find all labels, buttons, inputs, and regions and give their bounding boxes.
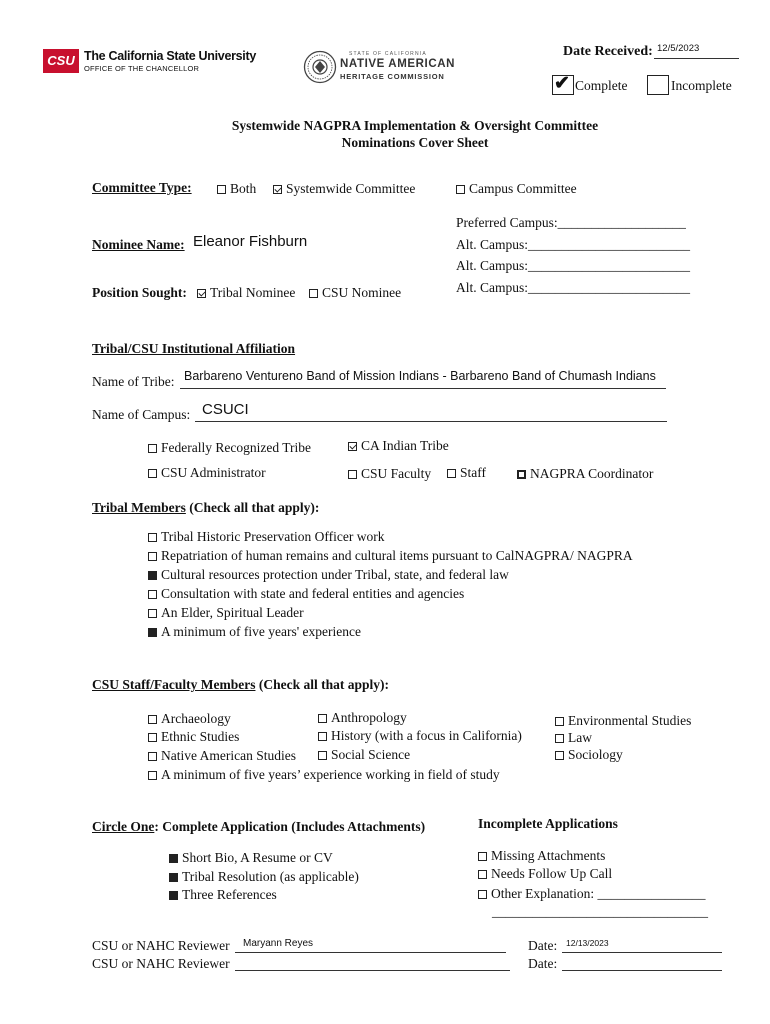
nagpra-coordinator-option[interactable]: NAGPRA Coordinator bbox=[517, 466, 653, 482]
checkbox[interactable] bbox=[447, 469, 456, 478]
federally-recognized-option[interactable]: Federally Recognized Tribe bbox=[148, 440, 311, 456]
checkbox-filled[interactable] bbox=[148, 571, 157, 580]
checkbox-checked[interactable] bbox=[197, 289, 206, 298]
csu-administrator-option[interactable]: CSU Administrator bbox=[148, 465, 266, 481]
affiliation-heading: Tribal/CSU Institutional Affiliation bbox=[92, 341, 296, 356]
nominee-name-field[interactable]: Eleanor Fishburn bbox=[193, 233, 308, 250]
checkbox[interactable] bbox=[148, 715, 157, 724]
field-history-option[interactable]: History (with a focus in California) bbox=[318, 728, 522, 744]
incomplete-checkbox[interactable] bbox=[647, 75, 669, 95]
incomplete-label: Incomplete bbox=[671, 78, 732, 93]
reviewer-date-2[interactable] bbox=[562, 970, 722, 971]
check-mark-icon: ✔ bbox=[554, 73, 570, 94]
committee-both-option[interactable]: Both bbox=[217, 181, 256, 197]
campus-name-field[interactable]: CSUCI bbox=[202, 401, 249, 418]
alt-campus-field-3[interactable]: Alt. Campus:________________________ bbox=[456, 280, 691, 295]
nahc-line2: HERITAGE COMMISSION bbox=[340, 72, 445, 81]
field-five-years-option[interactable]: A minimum of five years’ experience working in field of study bbox=[148, 767, 500, 783]
checkbox[interactable] bbox=[148, 552, 157, 561]
checkbox[interactable] bbox=[318, 732, 327, 741]
incomplete-applications-heading: Incomplete Applications bbox=[478, 816, 618, 831]
form-title: Systemwide NAGPRA Implementation & Oversight Committee bbox=[231, 118, 599, 133]
checkbox[interactable] bbox=[478, 852, 487, 861]
reviewer-name-2[interactable] bbox=[235, 970, 510, 971]
field-native-american-option[interactable]: Native American Studies bbox=[148, 748, 296, 764]
checkbox-filled[interactable] bbox=[517, 470, 526, 479]
checkbox[interactable] bbox=[148, 590, 157, 599]
checkbox[interactable] bbox=[148, 752, 157, 761]
checkbox[interactable] bbox=[456, 185, 465, 194]
circle-one-heading: Circle One: Complete Application (Includes Attachments) bbox=[92, 819, 426, 834]
date-received-label: Date Received: bbox=[563, 44, 653, 59]
tribal-item-five-years[interactable]: A minimum of five years' experience bbox=[148, 624, 361, 640]
complete-references-option[interactable]: Three References bbox=[169, 887, 277, 903]
csu-logo-mark: CSU bbox=[43, 49, 79, 73]
incomplete-followup-option[interactable]: Needs Follow Up Call bbox=[478, 866, 612, 882]
csu-faculty-option[interactable]: CSU Faculty bbox=[348, 466, 431, 482]
checkbox-filled[interactable] bbox=[169, 891, 178, 900]
csu-office: OFFICE OF THE CHANCELLOR bbox=[84, 64, 200, 73]
tribal-item-repatriation[interactable]: Repatriation of human remains and cultural items pursuant to CalNAGPRA/ NAGPRA bbox=[148, 548, 633, 564]
checkbox-filled[interactable] bbox=[169, 854, 178, 863]
nahc-seal-icon bbox=[303, 50, 337, 84]
checkbox[interactable] bbox=[148, 533, 157, 542]
nahc-top: STATE OF CALIFORNIA bbox=[349, 51, 427, 57]
staff-faculty-heading: CSU Staff/Faculty Members (Check all that apply): bbox=[92, 677, 389, 692]
checkbox-filled[interactable] bbox=[169, 873, 178, 882]
alt-campus-field-1[interactable]: Alt. Campus:________________________ bbox=[456, 237, 691, 252]
tribal-item-consultation[interactable]: Consultation with state and federal entities and agencies bbox=[148, 586, 464, 602]
checkbox[interactable] bbox=[148, 771, 157, 780]
position-sought-label: Position Sought: bbox=[92, 285, 187, 300]
tribe-name-label: Name of Tribe: bbox=[92, 374, 175, 389]
incomplete-missing-option[interactable]: Missing Attachments bbox=[478, 848, 605, 864]
checkbox-filled[interactable] bbox=[148, 628, 157, 637]
checkbox[interactable] bbox=[555, 751, 564, 760]
checkbox[interactable] bbox=[148, 444, 157, 453]
date-received-value[interactable]: 12/5/2023 bbox=[657, 43, 700, 54]
checkbox[interactable] bbox=[478, 890, 487, 899]
tribe-name-field[interactable]: Barbareno Ventureno Band of Mission Indians - Barbareno Band of Chumash Indians bbox=[184, 369, 656, 383]
nahc-line1: NATIVE AMERICAN bbox=[340, 58, 456, 70]
campus-name-label: Name of Campus: bbox=[92, 407, 191, 422]
tribal-members-heading: Tribal Members (Check all that apply): bbox=[92, 500, 320, 515]
field-ethnic-studies-option[interactable]: Ethnic Studies bbox=[148, 729, 239, 745]
checkbox[interactable] bbox=[217, 185, 226, 194]
checkbox[interactable] bbox=[148, 609, 157, 618]
tribal-item-thpo[interactable]: Tribal Historic Preservation Officer work bbox=[148, 529, 384, 545]
field-environmental-option[interactable]: Environmental Studies bbox=[555, 713, 691, 729]
checkbox[interactable] bbox=[555, 734, 564, 743]
reviewer-date-1[interactable]: 12/13/2023 bbox=[566, 938, 609, 948]
ca-indian-tribe-option[interactable]: CA Indian Tribe bbox=[348, 438, 449, 454]
checkbox-checked[interactable] bbox=[273, 185, 282, 194]
reviewer-date-label-1: Date: bbox=[528, 938, 558, 953]
reviewer-label-1: CSU or NAHC Reviewer bbox=[92, 938, 230, 953]
alt-campus-field-2[interactable]: Alt. Campus:________________________ bbox=[456, 258, 691, 273]
complete-checkbox[interactable] bbox=[552, 75, 574, 95]
staff-option[interactable]: Staff bbox=[447, 465, 486, 481]
checkbox[interactable] bbox=[148, 469, 157, 478]
checkbox-checked[interactable] bbox=[348, 442, 357, 451]
checkbox[interactable] bbox=[309, 289, 318, 298]
csu-name: The California State University bbox=[84, 49, 256, 63]
field-sociology-option[interactable]: Sociology bbox=[555, 747, 623, 763]
reviewer-name-1[interactable]: Maryann Reyes bbox=[243, 938, 314, 949]
reviewer-label-2: CSU or NAHC Reviewer bbox=[92, 956, 230, 971]
field-anthropology-option[interactable]: Anthropology bbox=[318, 710, 407, 726]
nominee-name-label: Nominee Name: bbox=[92, 237, 185, 252]
checkbox[interactable] bbox=[348, 470, 357, 479]
field-law-option[interactable]: Law bbox=[555, 730, 592, 746]
incomplete-other-option[interactable]: Other Explanation: ________________ bbox=[478, 886, 705, 902]
checkbox[interactable] bbox=[318, 751, 327, 760]
tribal-item-cultural-resources[interactable]: Cultural resources protection under Tribal, state, and federal law bbox=[148, 567, 509, 583]
field-social-science-option[interactable]: Social Science bbox=[318, 747, 410, 763]
tribal-item-elder[interactable]: An Elder, Spiritual Leader bbox=[148, 605, 304, 621]
checkbox[interactable] bbox=[318, 714, 327, 723]
committee-systemwide-option[interactable]: Systemwide Committee bbox=[273, 181, 415, 197]
preferred-campus-field[interactable]: Preferred Campus:___________________ bbox=[456, 215, 686, 230]
form-subtitle: Nominations Cover Sheet bbox=[341, 135, 489, 150]
checkbox[interactable] bbox=[555, 717, 564, 726]
committee-type-label: Committee Type: bbox=[92, 180, 192, 195]
complete-bio-option[interactable]: Short Bio, A Resume or CV bbox=[169, 850, 333, 866]
reviewer-date-label-2: Date: bbox=[528, 956, 558, 971]
checkbox[interactable] bbox=[478, 870, 487, 879]
other-explanation-line[interactable]: ________________________________ bbox=[492, 904, 708, 919]
checkbox[interactable] bbox=[148, 733, 157, 742]
complete-label: Complete bbox=[575, 78, 628, 93]
complete-resolution-option[interactable]: Tribal Resolution (as applicable) bbox=[169, 869, 359, 885]
position-tribal-option[interactable]: Tribal Nominee bbox=[197, 285, 295, 301]
field-archaeology-option[interactable]: Archaeology bbox=[148, 711, 231, 727]
committee-campus-option[interactable]: Campus Committee bbox=[456, 181, 577, 197]
position-csu-option[interactable]: CSU Nominee bbox=[309, 285, 401, 301]
